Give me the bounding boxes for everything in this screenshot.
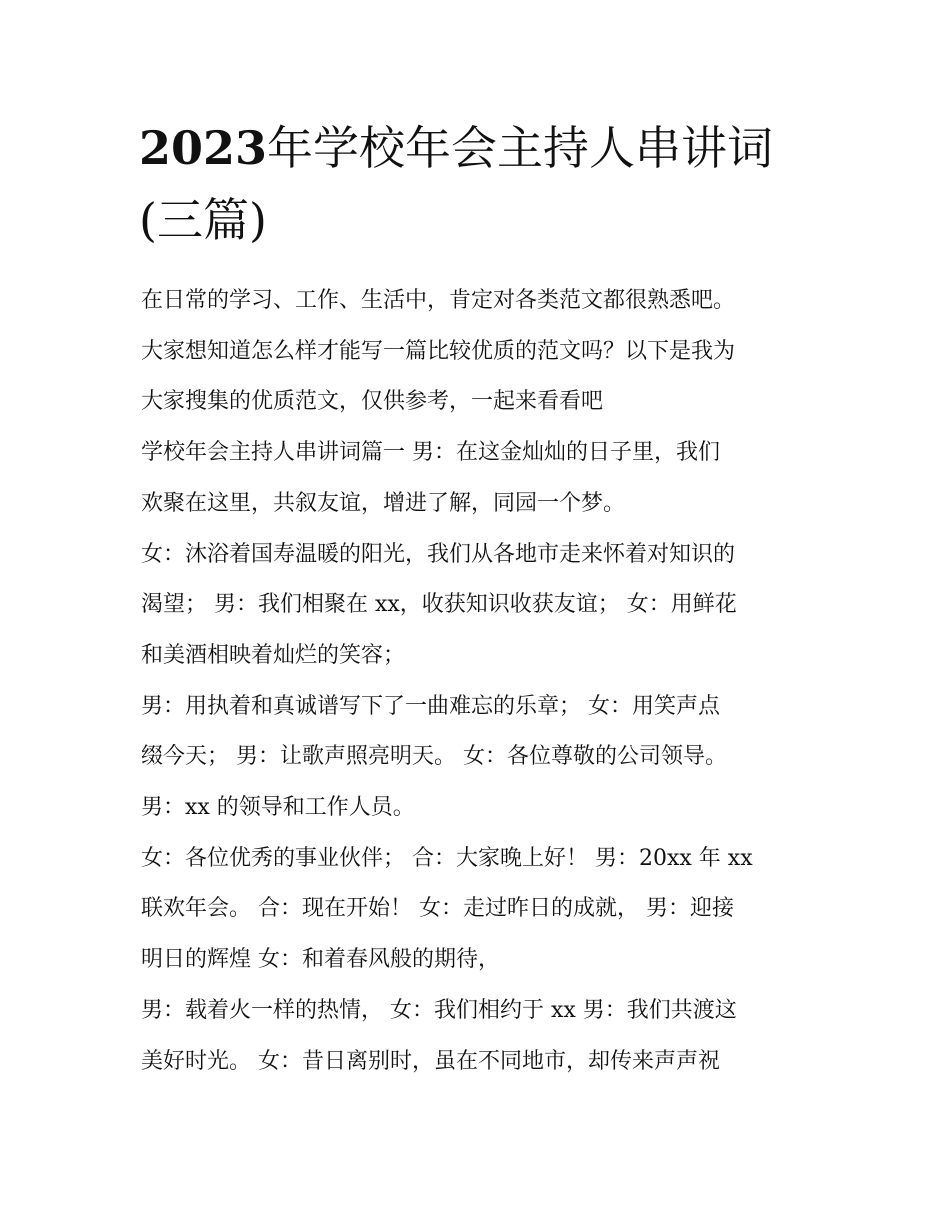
title-text-line2: (三篇) <box>139 193 267 247</box>
body-line: 学校年会主持人串讲词篇一 男：在这金灿灿的日子里，我们 <box>141 440 720 466</box>
document-title <box>139 112 819 256</box>
body-line: 美好时光。 女：昔日离别时，虽在不同地市，却传来声声祝 <box>141 1048 720 1074</box>
body-line: 女：各位优秀的事业伙伴； 合：大家晚上好！ 男：20xx 年 xx <box>141 845 753 871</box>
title-year: 2023 <box>139 121 268 175</box>
body-line: 大家想知道怎么样才能写一篇比较优质的范文吗？以下是我为 <box>141 338 736 364</box>
body-line: 大家搜集的优质范文，仅供参考，一起来看看吧 <box>141 389 604 415</box>
body-line: 欢聚在这里，共叙友谊，增进了解，同园一个梦。 <box>141 490 626 516</box>
body-line: 男：xx 的领导和工作人员。 <box>141 795 415 821</box>
title-text-line1: 年学校年会主持人串讲词 <box>267 121 774 175</box>
body-line: 男：用执着和真诚谱写下了一曲难忘的乐章； 女：用笑声点 <box>141 693 720 719</box>
document-body <box>141 276 821 1087</box>
body-line: 和美酒相映着灿烂的笑容； <box>141 642 406 668</box>
body-line: 渴望； 男：我们相聚在 xx，收获知识收获友谊； 女：用鲜花 <box>141 592 737 618</box>
body-line: 男：载着火一样的热情， 女：我们相约于 xx 男：我们共渡这 <box>141 997 737 1023</box>
body-line: 联欢年会。 合：现在开始！ 女：走过昨日的成就， 男：迎接 <box>141 896 734 922</box>
body-line: 女：沐浴着国寿温暖的阳光，我们从各地市走来怀着对知识的 <box>141 541 736 567</box>
body-line: 明日的辉煌 女：和着春风般的期待， <box>141 947 500 973</box>
body-line: 缀今天； 男：让歌声照亮明天。 女：各位尊敬的公司领导。 <box>141 744 727 770</box>
body-line: 在日常的学习、工作、生活中，肯定对各类范文都很熟悉吧。 <box>141 288 736 313</box>
